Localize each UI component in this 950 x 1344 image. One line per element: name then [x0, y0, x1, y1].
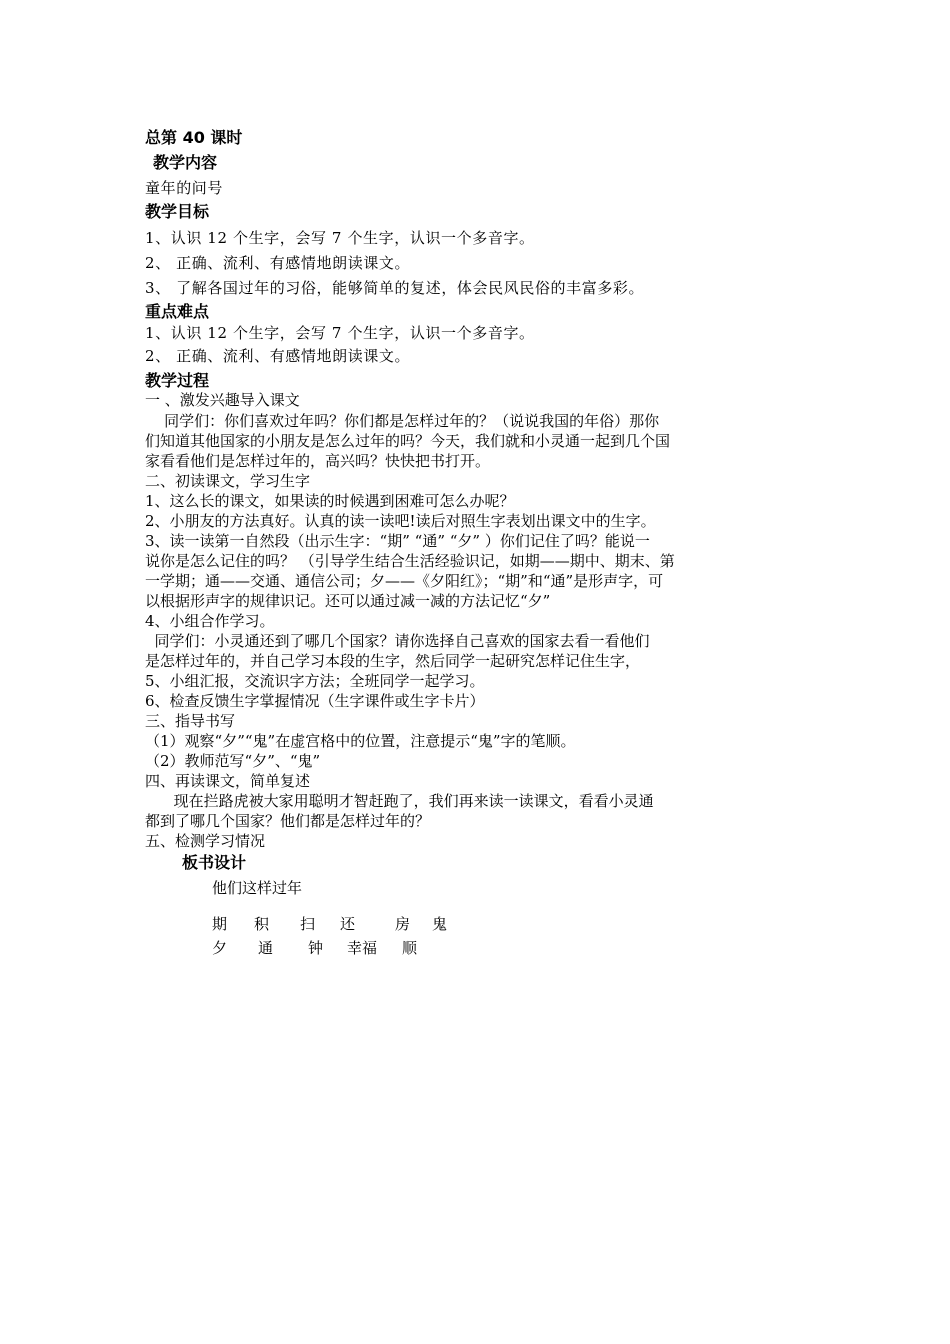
goal-item: 1、认识 12 个生字，会写 7 个生字，认识一个多音字。 [145, 229, 535, 247]
process-line: 说你是怎么记住的吗？ （引导学生结合生活经验识记，如期——期中、期末、第 [145, 552, 675, 570]
process-line: 四、再读课文，简单复述 [145, 772, 311, 790]
key-item: 1、认识 12 个生字，会写 7 个生字，认识一个多音字。 [145, 324, 535, 342]
lesson-number: 总第 40 课时 [145, 128, 243, 147]
content-text: 童年的问号 [145, 179, 224, 197]
heading-process: 教学过程 [145, 371, 210, 390]
process-line: 是怎样过年的，并自己学习本段的生字，然后同学一起研究怎样记住生字， [145, 652, 641, 670]
process-line: 都到了哪几个国家？他们都是怎样过年的？ [145, 812, 431, 830]
goal-item: 3、 了解各国过年的习俗，能够简单的复述，体会民风民俗的丰富多彩。 [145, 279, 645, 297]
board-char: 还 [340, 915, 356, 933]
process-line: 一学期；通——交通、通信公司；夕——《夕阳红》；“期”和“通”是形声字，可 [145, 572, 664, 590]
heading-key-points: 重点难点 [145, 302, 210, 321]
process-line: 们知道其他国家的小朋友是怎么过年的吗？今天，我们就和小灵通一起到几个国 [145, 432, 671, 450]
process-line: 五、检测学习情况 [145, 832, 266, 850]
process-line: （1）观察“夕”“鬼”在虚宫格中的位置，注意提示“鬼”字的笔顺。 [145, 732, 576, 750]
board-char: 扫 [300, 915, 316, 933]
process-line: 二、初读课文，学习生字 [145, 472, 311, 490]
board-char: 鬼 [432, 915, 448, 933]
board-char: 房 [395, 915, 411, 933]
process-line: 2、小朋友的方法真好。认真的读一读吧!读后对照生字表划出课文中的生字。 [145, 512, 656, 530]
heading-goals: 教学目标 [145, 202, 210, 221]
process-line: 6、检查反馈生字掌握情况（生字课件或生字卡片） [145, 692, 485, 710]
board-char: 夕 [212, 939, 228, 957]
process-line: 家看看他们是怎样过年的，高兴吗？快快把书打开。 [145, 452, 491, 470]
board-title: 他们这样过年 [212, 879, 303, 897]
process-line: 三、指导书写 [145, 712, 236, 730]
board-char: 积 [254, 915, 270, 933]
heading-content: 教学内容 [153, 153, 218, 172]
process-line: 4、小组合作学习。 [145, 612, 275, 630]
process-line: 同学们：小灵通还到了哪几个国家？请你选择自己喜欢的国家去看一看他们 [145, 632, 650, 650]
heading-board-design: 板书设计 [182, 853, 247, 872]
process-line: 以根据形声字的规律识记。还可以通过减一减的方法记忆“夕” [145, 592, 551, 610]
process-line: 1、这么长的课文，如果读的时候遇到困难可怎么办呢？ [145, 492, 515, 510]
process-line: （2）教师范写“夕”、“鬼” [145, 752, 321, 770]
process-line: 5、小组汇报，交流识字方法；全班同学一起学习。 [145, 672, 485, 690]
process-line: 现在拦路虎被大家用聪明才智赶跑了，我们再来读一读课文，看看小灵通 [145, 792, 654, 810]
goal-item: 2、 正确、流利、有感情地朗读课文。 [145, 254, 411, 272]
process-line: 3、读一读第一自然段（出示生字：“期” “通” “夕” ）你们记住了吗？能说一 [145, 532, 650, 550]
board-char: 期 [212, 915, 228, 933]
key-item: 2、 正确、流利、有感情地朗读课文。 [145, 347, 411, 365]
board-char: 通 [258, 939, 274, 957]
board-char: 顺 [402, 939, 418, 957]
board-char: 钟 [308, 939, 324, 957]
process-line: 同学们：你们喜欢过年吗？你们都是怎样过年的？（说说我国的年俗）那你 [145, 412, 660, 430]
process-line: 一 、激发兴趣导入课文 [145, 391, 300, 409]
board-char: 幸福 [347, 939, 378, 957]
